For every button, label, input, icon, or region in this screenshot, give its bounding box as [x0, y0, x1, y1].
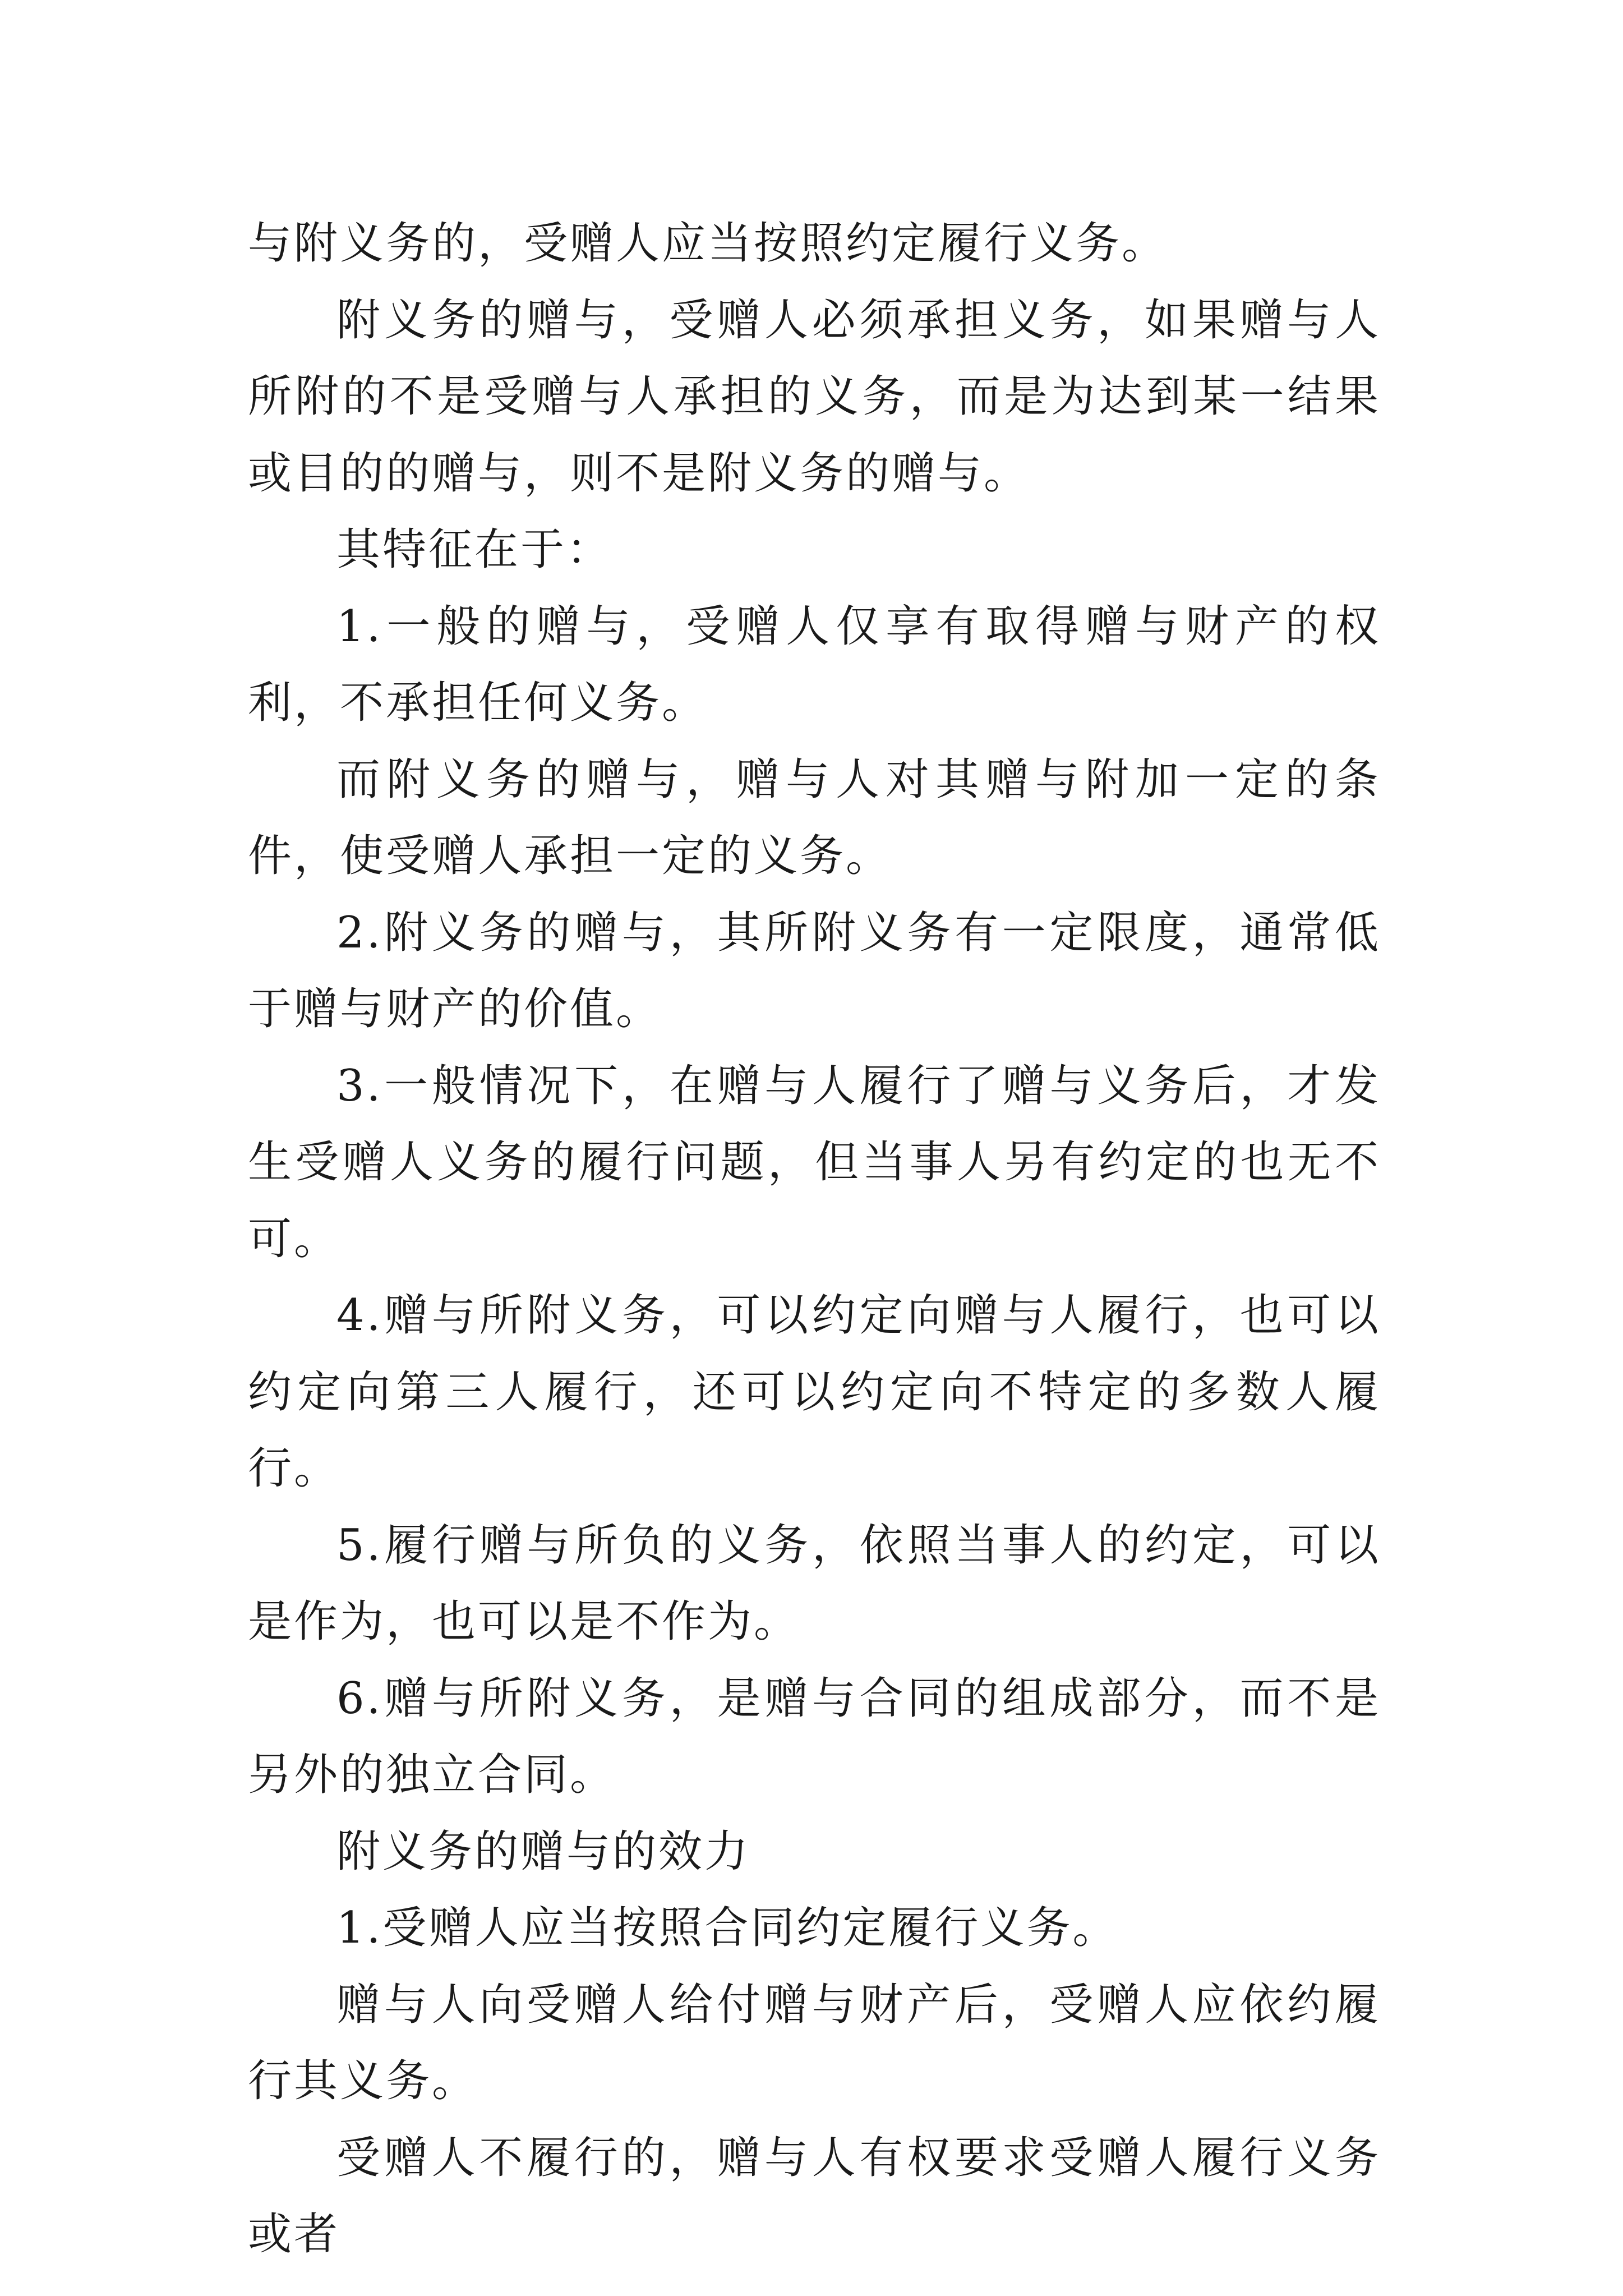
paragraph: 1.受赠人应当按照合同约定履行义务。 — [336, 1903, 1119, 1953]
paragraph: 而附义务的赠与，赠与人对其赠与附加一定的条件，使受赠人承担一定的义务。 — [248, 754, 1381, 881]
paragraph: 3.一般情况下，在赠与人履行了赠与义务后，才发生受赠人义务的履行问题，但当事人另有约定的也无不可。 — [248, 1060, 1381, 1264]
paragraph: 2.附义务的赠与，其所附义务有一定限度，通常低于赠与财产的价值。 — [248, 907, 1381, 1034]
paragraph: 附义务的赠与，受赠人必须承担义务，如果赠与人所附的不是受赠与人承担的义务，而是为达到某一结果或目的的赠与，则不是附义务的赠与。 — [248, 295, 1381, 499]
paragraph: 与附义务的，受赠人应当按照约定履行义务。 — [248, 218, 1168, 269]
paragraph: 4.赠与所附义务，可以约定向赠与人履行，也可以约定向第三人履行，还可以约定向不特定的多数人履行。 — [248, 1290, 1381, 1494]
paragraph: 1.一般的赠与，受赠人仅享有取得赠与财产的权利，不承担任何义务。 — [248, 601, 1381, 728]
section-heading: 附义务的赠与的效力 — [336, 1826, 751, 1877]
paragraph: 其特征在于： — [336, 524, 613, 575]
paragraph: 5.履行赠与所负的义务，依照当事人的约定，可以是作为，也可以是不作为。 — [248, 1520, 1381, 1647]
paragraph: 受赠人不履行的，赠与人有权要求受赠人履行义务或者 — [248, 2132, 1381, 2260]
document-body — [248, 205, 1381, 2273]
paragraph: 赠与人向受赠人给付赠与财产后，受赠人应依约履行其义务。 — [248, 1979, 1381, 2106]
paragraph: 6.赠与所附义务，是赠与合同的组成部分，而不是另外的独立合同。 — [248, 1673, 1381, 1800]
